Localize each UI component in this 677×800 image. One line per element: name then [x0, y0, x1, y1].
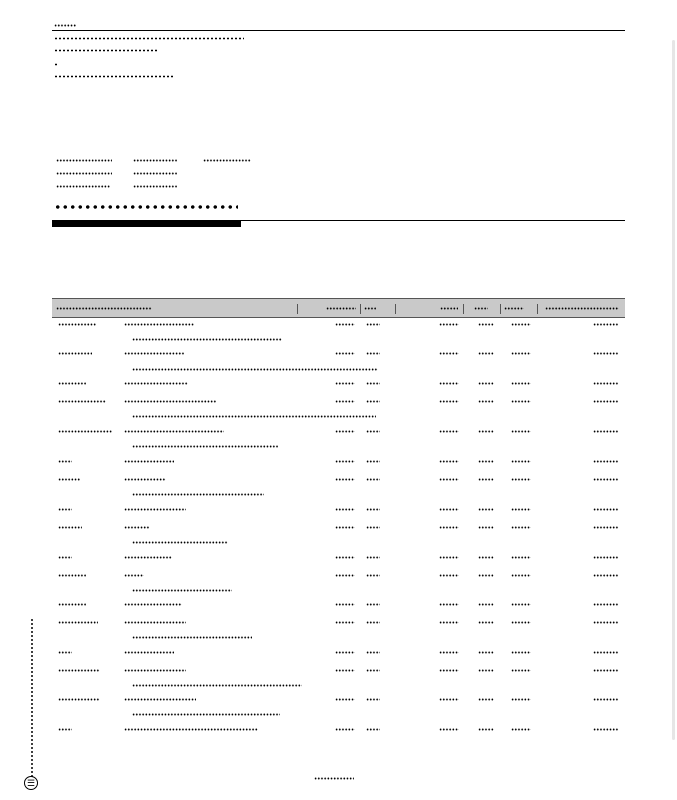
row-qty — [366, 400, 380, 403]
row-amount — [335, 460, 355, 463]
column-header — [545, 307, 619, 310]
row-code — [58, 621, 98, 624]
row-code — [58, 526, 82, 529]
row-amount — [335, 352, 355, 355]
row-amount — [335, 478, 355, 481]
column-header — [474, 307, 488, 310]
row-name — [124, 621, 186, 624]
row-code — [58, 430, 112, 433]
row-final — [593, 352, 619, 355]
row-description — [132, 415, 376, 418]
row-qty — [366, 669, 380, 672]
row-name — [124, 382, 188, 385]
row-code — [58, 728, 72, 731]
row-total — [439, 508, 459, 511]
row-tax — [478, 651, 494, 654]
row-rate — [511, 478, 531, 481]
row-total — [439, 460, 459, 463]
header-title-line — [54, 37, 244, 40]
row-name — [124, 460, 174, 463]
row-qty — [366, 698, 380, 701]
row-total — [439, 574, 459, 577]
row-amount — [335, 603, 355, 606]
row-amount — [335, 323, 355, 326]
row-final — [593, 382, 619, 385]
row-total — [439, 430, 459, 433]
row-total — [439, 621, 459, 624]
row-name — [124, 400, 216, 403]
row-code — [58, 669, 100, 672]
row-rate — [511, 556, 531, 559]
row-total — [439, 728, 459, 731]
row-tax — [478, 400, 494, 403]
row-final — [593, 460, 619, 463]
row-rate — [511, 460, 531, 463]
row-tax — [478, 698, 494, 701]
row-total — [439, 669, 459, 672]
row-name — [124, 526, 150, 529]
row-total — [439, 698, 459, 701]
row-final — [593, 698, 619, 701]
row-tax — [478, 323, 494, 326]
row-total — [439, 352, 459, 355]
row-final — [593, 651, 619, 654]
row-rate — [511, 698, 531, 701]
row-amount — [335, 574, 355, 577]
row-tax — [478, 728, 494, 731]
title-accent-bar — [52, 221, 241, 227]
row-final — [593, 621, 619, 624]
row-amount — [335, 669, 355, 672]
meta-label — [56, 185, 110, 188]
row-amount — [335, 621, 355, 624]
row-name — [124, 323, 194, 326]
header-line-2 — [54, 49, 158, 52]
row-final — [593, 669, 619, 672]
row-final — [593, 603, 619, 606]
column-separator — [360, 304, 361, 314]
row-amount — [335, 728, 355, 731]
row-code — [58, 698, 100, 701]
scrollbar[interactable] — [672, 40, 675, 740]
meta-value — [133, 159, 177, 162]
column-separator — [297, 304, 298, 314]
column-header — [440, 307, 458, 310]
row-description — [132, 368, 378, 371]
header-marker — [54, 63, 58, 66]
row-name — [124, 508, 186, 511]
row-tax — [478, 460, 494, 463]
column-separator — [537, 304, 538, 314]
row-total — [439, 526, 459, 529]
bold-title — [54, 205, 238, 209]
row-total — [439, 400, 459, 403]
row-rate — [511, 508, 531, 511]
row-qty — [366, 728, 380, 731]
row-tax — [478, 478, 494, 481]
column-header — [56, 307, 152, 310]
row-code — [58, 651, 72, 654]
row-amount — [335, 556, 355, 559]
row-amount — [335, 651, 355, 654]
row-qty — [366, 603, 380, 606]
row-rate — [511, 382, 531, 385]
row-qty — [366, 430, 380, 433]
row-amount — [335, 698, 355, 701]
margin-text — [31, 618, 33, 778]
row-rate — [511, 603, 531, 606]
row-description — [132, 541, 228, 544]
row-qty — [366, 574, 380, 577]
row-name — [124, 698, 196, 701]
row-total — [439, 603, 459, 606]
meta-label — [56, 159, 112, 162]
row-name — [124, 669, 186, 672]
row-code — [58, 556, 72, 559]
row-name — [124, 352, 184, 355]
row-name — [124, 430, 224, 433]
row-final — [593, 430, 619, 433]
row-code — [58, 382, 86, 385]
row-final — [593, 574, 619, 577]
row-qty — [366, 508, 380, 511]
row-amount — [335, 430, 355, 433]
column-separator — [500, 304, 501, 314]
row-name — [124, 556, 172, 559]
row-name — [124, 574, 144, 577]
row-qty — [366, 323, 380, 326]
row-rate — [511, 651, 531, 654]
column-separator — [395, 304, 396, 314]
table-header — [52, 298, 625, 318]
row-tax — [478, 574, 494, 577]
row-tax — [478, 603, 494, 606]
row-tax — [478, 352, 494, 355]
row-rate — [511, 574, 531, 577]
row-name — [124, 728, 258, 731]
meta-label — [56, 172, 112, 175]
row-code — [58, 574, 86, 577]
row-qty — [366, 556, 380, 559]
row-name — [124, 478, 166, 481]
row-final — [593, 478, 619, 481]
row-rate — [511, 621, 531, 624]
row-code — [58, 352, 92, 355]
meta-value — [133, 185, 177, 188]
row-total — [439, 651, 459, 654]
row-description — [132, 338, 282, 341]
row-rate — [511, 352, 531, 355]
header-rule — [52, 30, 625, 31]
row-final — [593, 400, 619, 403]
row-description — [132, 684, 302, 687]
row-rate — [511, 430, 531, 433]
row-code — [58, 460, 72, 463]
row-amount — [335, 508, 355, 511]
row-tax — [478, 669, 494, 672]
section-title — [54, 24, 76, 27]
row-final — [593, 556, 619, 559]
row-qty — [366, 352, 380, 355]
row-tax — [478, 526, 494, 529]
row-tax — [478, 382, 494, 385]
column-header — [364, 307, 376, 310]
meta-value — [203, 159, 251, 162]
row-rate — [511, 728, 531, 731]
row-amount — [335, 382, 355, 385]
row-total — [439, 382, 459, 385]
row-description — [132, 713, 280, 716]
row-tax — [478, 556, 494, 559]
meta-value — [133, 172, 177, 175]
list-icon[interactable]: ☰ — [24, 776, 38, 790]
row-final — [593, 508, 619, 511]
column-header — [326, 307, 356, 310]
row-rate — [511, 323, 531, 326]
row-qty — [366, 621, 380, 624]
row-total — [439, 556, 459, 559]
row-code — [58, 508, 72, 511]
row-total — [439, 478, 459, 481]
column-header — [504, 307, 524, 310]
row-qty — [366, 460, 380, 463]
row-final — [593, 323, 619, 326]
row-rate — [511, 526, 531, 529]
row-qty — [366, 651, 380, 654]
row-final — [593, 526, 619, 529]
row-code — [58, 478, 80, 481]
row-amount — [335, 400, 355, 403]
row-tax — [478, 508, 494, 511]
row-code — [58, 603, 86, 606]
column-separator — [463, 304, 464, 314]
row-description — [132, 493, 264, 496]
row-tax — [478, 430, 494, 433]
row-rate — [511, 400, 531, 403]
page-number — [314, 777, 354, 780]
row-amount — [335, 526, 355, 529]
row-qty — [366, 478, 380, 481]
row-final — [593, 728, 619, 731]
row-qty — [366, 526, 380, 529]
row-description — [132, 445, 278, 448]
row-code — [58, 400, 106, 403]
header-line-4 — [54, 75, 174, 78]
row-total — [439, 323, 459, 326]
row-name — [124, 603, 182, 606]
row-rate — [511, 669, 531, 672]
row-description — [132, 636, 252, 639]
row-tax — [478, 621, 494, 624]
row-name — [124, 651, 174, 654]
row-code — [58, 323, 96, 326]
row-description — [132, 589, 232, 592]
row-qty — [366, 382, 380, 385]
